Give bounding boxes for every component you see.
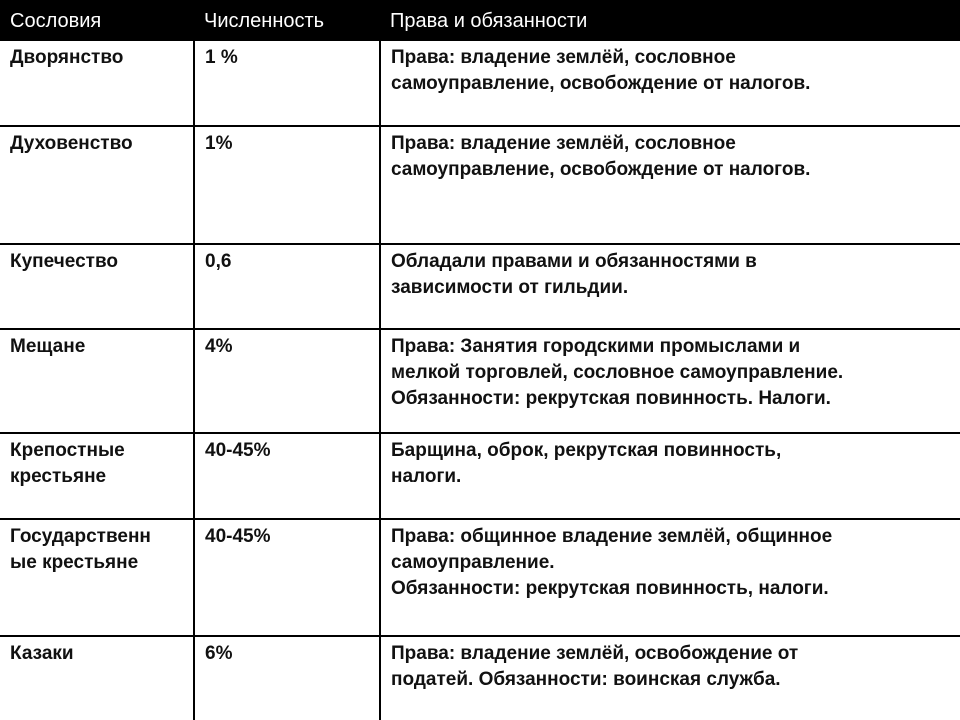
- header-row: [0, 0, 960, 40]
- table-body: [0, 40, 960, 720]
- table-row: [0, 519, 960, 636]
- rights-duties-cell: Права: владение землёй, сословное самоуправление, освобождение от налогов.: [380, 40, 960, 126]
- table-row: [0, 433, 960, 519]
- estate-name-cell: Духовенство: [0, 126, 194, 244]
- population-cell: 4%: [194, 329, 380, 433]
- estate-name-cell: Купечество: [0, 244, 194, 329]
- rights-duties-cell: Обладали правами и обязанностями в зависимости от гильдии.: [380, 244, 960, 329]
- table-header: [0, 0, 960, 40]
- population-cell: 40-45%: [194, 519, 380, 636]
- header-estates: Сословия: [10, 10, 102, 32]
- table-row: [0, 244, 960, 329]
- table-row: [0, 40, 960, 126]
- population-cell: 6%: [194, 636, 380, 720]
- table-row: [0, 329, 960, 433]
- header-population: Численность: [204, 10, 325, 32]
- table-row: [0, 636, 960, 720]
- rights-duties-cell: Права: владение землёй, освобождение от податей. Обязанности: воинская служба.: [380, 636, 960, 720]
- rights-duties-cell: Права: владение землёй, сословное самоуправление, освобождение от налогов.: [380, 126, 960, 244]
- rights-duties-cell: Права: общинное владение землёй, общинное самоуправление. Обязанности: рекрутская повинность, налоги.: [380, 519, 960, 636]
- estate-name-cell: Государственн ые крестьяне: [0, 519, 194, 636]
- rights-duties-cell: Барщина, оброк, рекрутская повинность, налоги.: [380, 433, 960, 519]
- estate-name-cell: Казаки: [0, 636, 194, 720]
- header-rights-duties: Права и обязанности: [390, 10, 588, 32]
- rights-duties-cell: Права: Занятия городскими промыслами и мелкой торговлей, сословное самоуправление. Обязанности: рекрутская повинность. Налоги.: [380, 329, 960, 433]
- table-row: [0, 126, 960, 244]
- population-cell: 40-45%: [194, 433, 380, 519]
- estate-name-cell: Крепостные крестьяне: [0, 433, 194, 519]
- population-cell: 1 %: [194, 40, 380, 126]
- estate-name-cell: Дворянство: [0, 40, 194, 126]
- population-cell: 1%: [194, 126, 380, 244]
- estate-name-cell: Мещане: [0, 329, 194, 433]
- population-cell: 0,6: [194, 244, 380, 329]
